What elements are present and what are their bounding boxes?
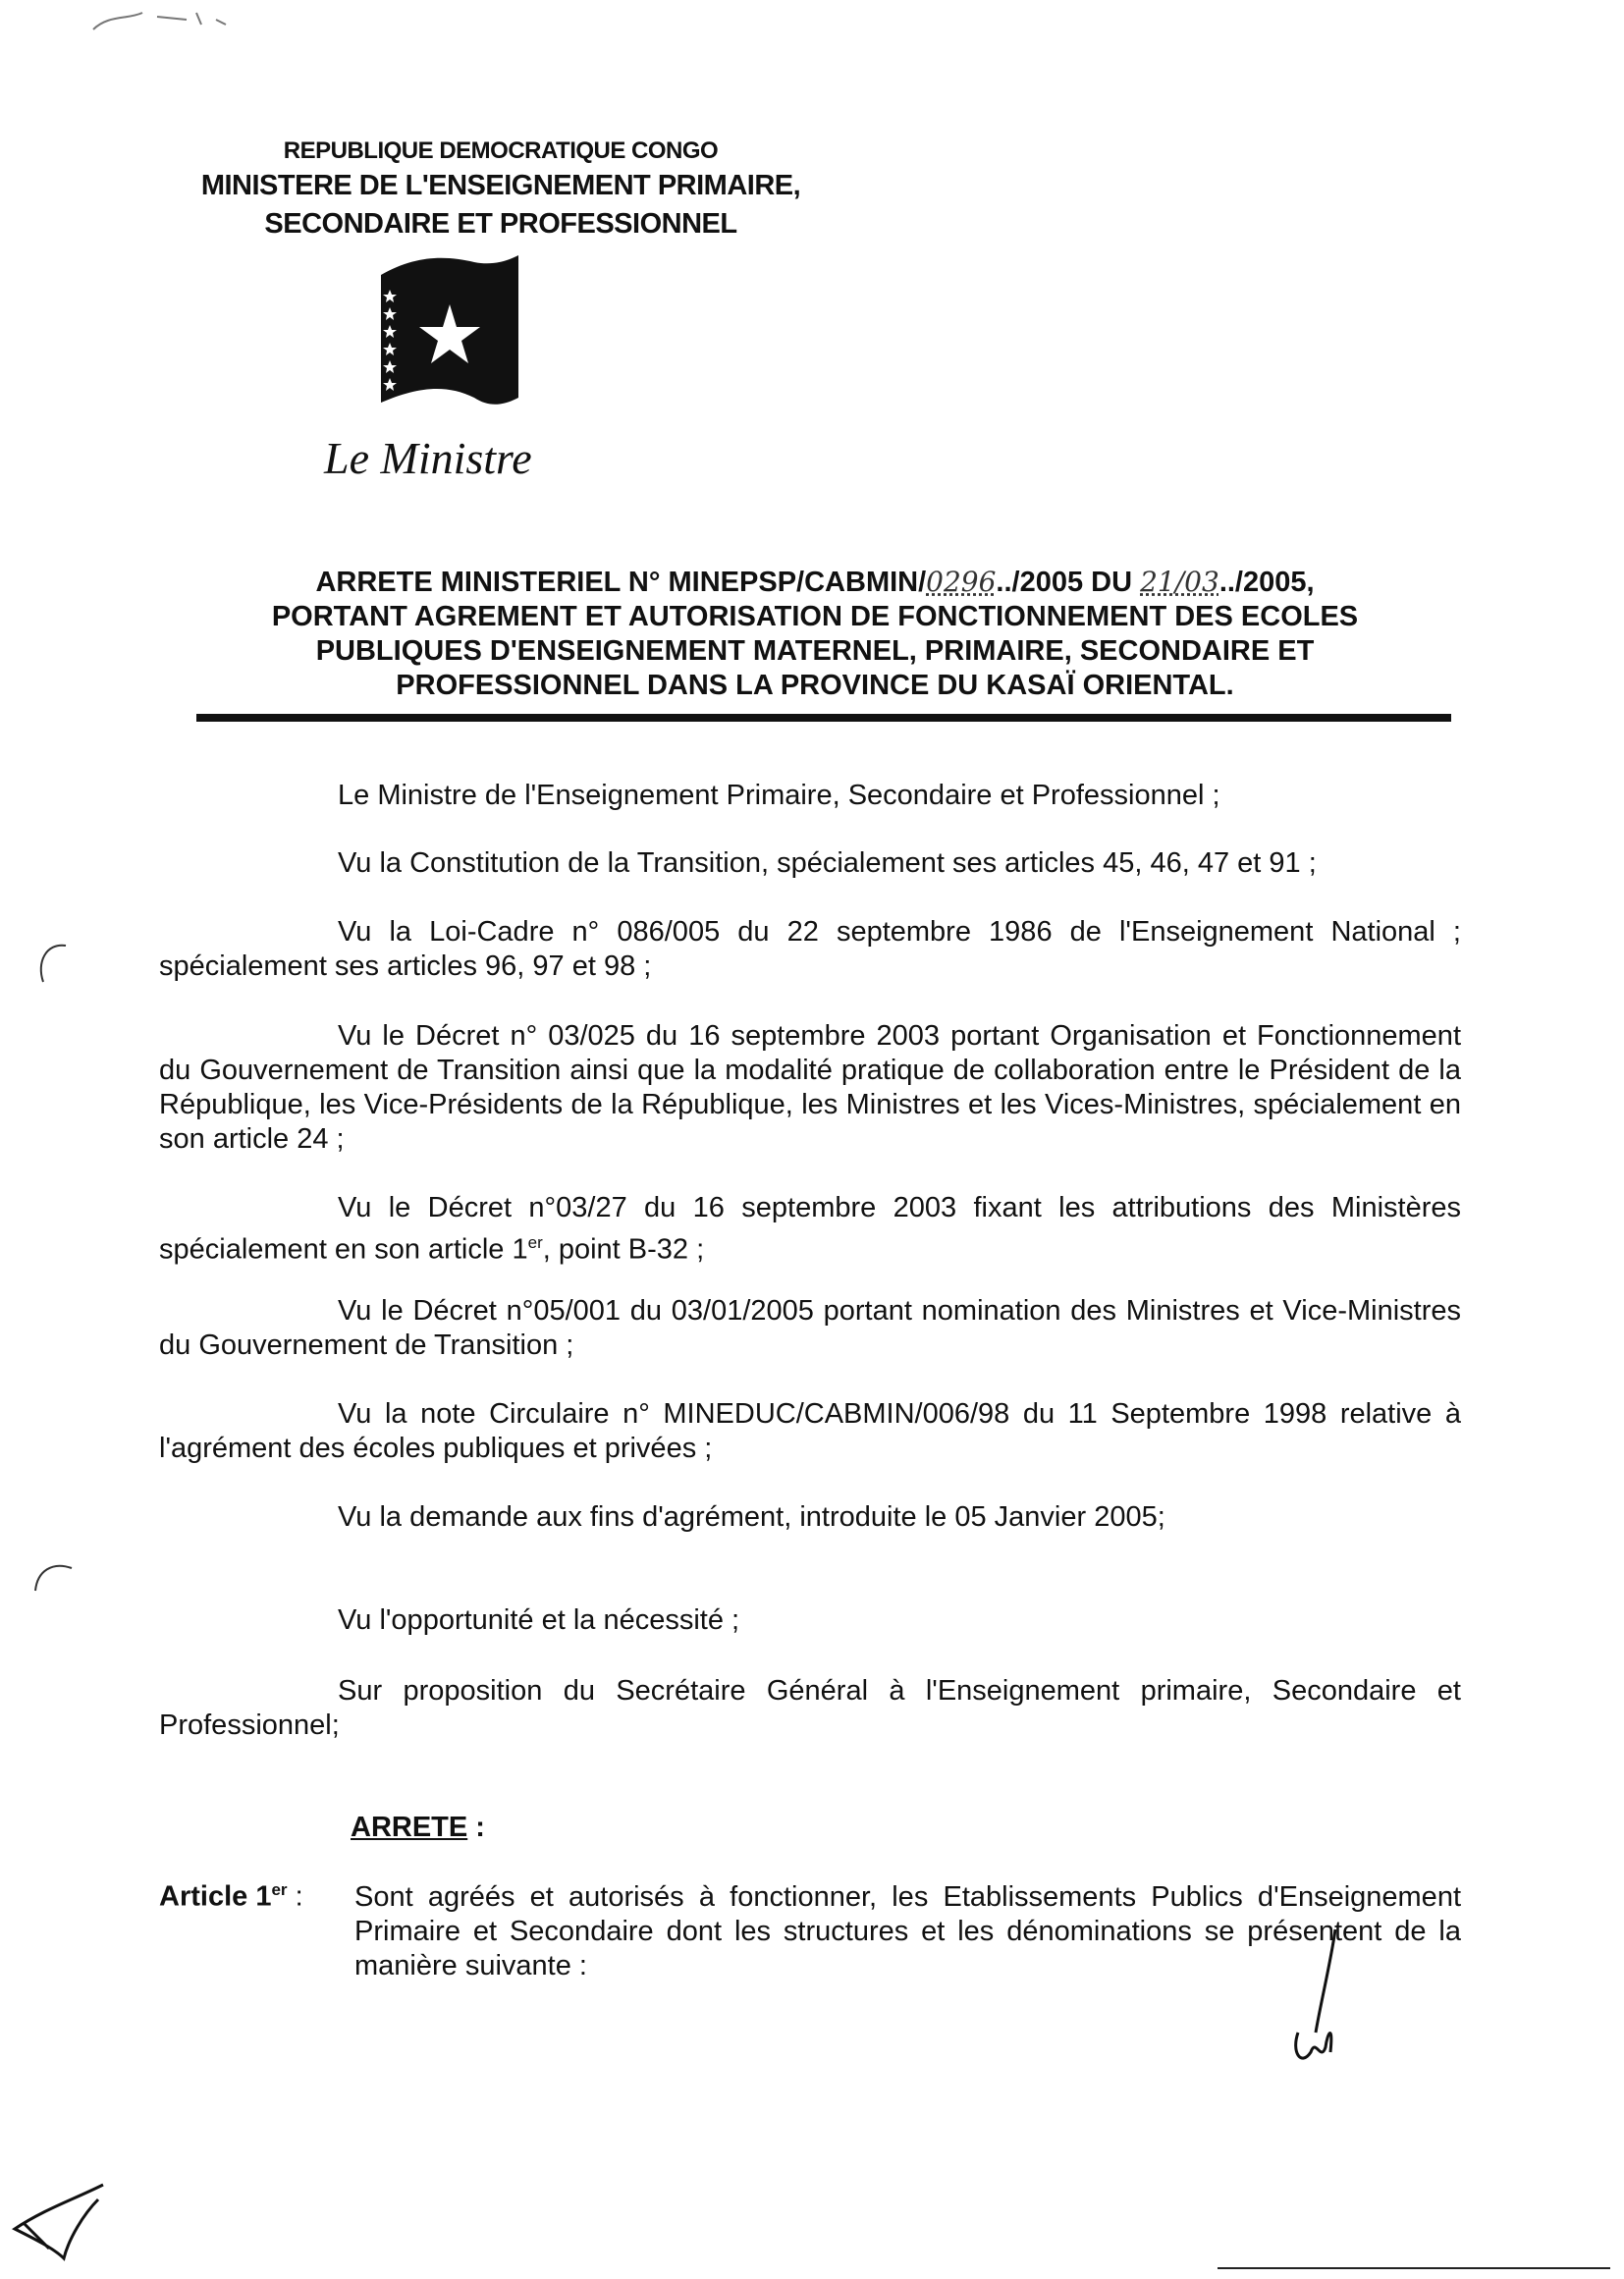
preamble-decret-03-27 (159, 1191, 1461, 1268)
decree-title-line-2: PORTANT AGREMENT ET AUTORISATION DE FONCTIONNEMENT DES ECOLES (271, 601, 1359, 632)
preamble-decret-03-27-end: , point B-32 ; (542, 1233, 705, 1266)
preamble-decret-03-025: Vu le Décret n° 03/025 du 16 septembre 2003 portant Organisation et Fonctionnement du Gouvernement de Transition ainsi que la modalité pratique de collaboration entre le Président de la République, les Vice-Présidents de la République, les Ministres et les Vices-Ministres, spécialement en son article 24 ; (159, 1020, 1461, 1155)
punch-hole-mark-bottom (27, 1556, 77, 1596)
preamble-constitution: Vu la Constitution de la Transition, spécialement ses articles 45, 46, 47 et 91 ; (338, 847, 1317, 879)
title-divider (196, 714, 1451, 722)
article-1-text: Sont agréés et autorisés à fonctionner, les Etablissements Publics d'Enseignement Primaire et Secondaire dont les structures et les dénominations se présentent de la manière suivante : (354, 1881, 1461, 1981)
decree-ref-prefix: ARRETE MINISTERIEL N° MINEPSP/CABMIN/ (315, 567, 927, 598)
country-name: REPUBLIQUE DEMOCRATIQUE CONGO (283, 137, 719, 164)
bottom-scan-line (1218, 2263, 1610, 2273)
arrete-heading (351, 1812, 485, 1844)
decree-date-handwritten: 21/03 (1140, 566, 1219, 598)
decree-ref-mid: ../2005 DU (996, 567, 1141, 598)
arrete-heading-word: ARRETE (351, 1812, 468, 1843)
preamble-decret-03-27-sup: er (527, 1233, 543, 1252)
punch-hole-mark-top (31, 938, 71, 987)
decree-number-handwritten: 0296 (926, 566, 997, 598)
initials-mark (1276, 1925, 1355, 2072)
preamble-minister: Le Ministre de l'Enseignement Primaire, Secondaire et Professionnel ; (338, 780, 1220, 811)
article-1-label-text: Article 1 (159, 1880, 272, 1913)
preamble-opportunite: Vu l'opportunité et la nécessité ; (338, 1604, 740, 1636)
ministry-name-line-2: SECONDAIRE ET PROFESSIONNEL (264, 208, 737, 240)
article-1-label (159, 1880, 303, 1914)
preamble-decret-03-27-text: Vu le Décret n°03/27 du 16 septembre 2003 fixant les attributions des Ministères spécialement en son article 1 (159, 1192, 1461, 1266)
preamble-decret-05-001: Vu le Décret n°05/001 du 03/01/2005 portant nomination des Ministres et Vice-Ministres du Gouvernement de Transition ; (159, 1295, 1461, 1361)
drc-flag-icon (376, 250, 523, 417)
ministry-name-line-1: MINISTERE DE L'ENSEIGNEMENT PRIMAIRE, (200, 170, 801, 201)
preamble-demande: Vu la demande aux fins d'agrément, introduite le 05 Janvier 2005; (338, 1501, 1165, 1533)
decree-title-line-4: PROFESSIONNEL DANS LA PROVINCE DU KASAÏ ORIENTAL. (396, 670, 1234, 701)
scan-noise-mark (88, 5, 236, 39)
preamble-loi-cadre: Vu la Loi-Cadre n° 086/005 du 22 septembre 1986 de l'Enseignement National ; spécialement ses articles 96, 97 et 98 ; (159, 916, 1461, 982)
decree-reference (167, 565, 1463, 600)
article-1-label-colon: : (287, 1880, 303, 1913)
preamble-circulaire: Vu la note Circulaire n° MINEDUC/CABMIN/006/98 du 11 Septembre 1998 relative à l'agrément des écoles publiques et privées ; (159, 1398, 1461, 1464)
preamble-proposition: Sur proposition du Secrétaire Général à l'Enseignement primaire, Secondaire et Professionnel; (159, 1675, 1461, 1741)
signature-mark (5, 2180, 113, 2268)
decree-title-line-3: PUBLIQUES D'ENSEIGNEMENT MATERNEL, PRIMAIRE, SECONDAIRE ET (315, 635, 1315, 667)
decree-ref-suffix: ../2005, (1218, 567, 1315, 598)
signatory-title: Le Ministre (324, 433, 532, 483)
arrete-heading-colon: : (467, 1812, 485, 1843)
decree-title (167, 565, 1463, 703)
article-1-label-sup: er (271, 1880, 288, 1899)
